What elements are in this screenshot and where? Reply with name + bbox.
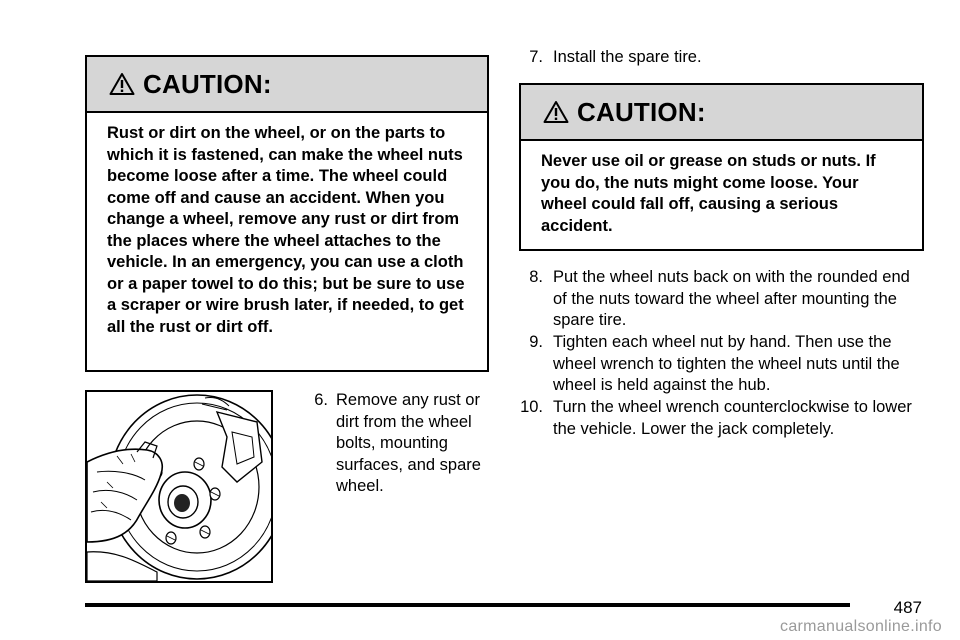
caution-box-oil-grease xyxy=(519,83,924,251)
step-number: 7. xyxy=(529,48,543,66)
wheel-hub-cleaning-illustration xyxy=(85,390,273,583)
step-text: Turn the wheel wrench counterclockwise to lower the vehicle. Lower the jack completely. xyxy=(553,398,912,438)
caution-text: Rust or dirt on the wheel, or on the parts to which it is fastened, can make the wheel nuts become loose after a time. The wheel could come off and cause an accident. When you change a wheel, remove any rust or dirt from the places where the wheel attaches to the vehicle. In an emergency, you can use a cloth or a paper towel to do this; but be sure to use a scraper or wire brush later, if needed, to get all the rust or dirt off. xyxy=(107,124,465,336)
step-text: Install the spare tire. xyxy=(553,48,702,66)
watermark: carmanualsonline.info xyxy=(780,618,942,635)
step-number: 8. xyxy=(529,268,543,286)
footer-rule xyxy=(85,603,850,607)
caution-title: CAUTION: xyxy=(143,68,272,99)
caution-title: CAUTION: xyxy=(577,96,706,127)
step-number: 9. xyxy=(529,333,543,351)
warning-triangle-icon xyxy=(109,72,135,96)
step-number: 6. xyxy=(314,391,328,409)
step-text: Put the wheel nuts back on with the rounded end of the nuts toward the wheel after mounting the spare tire. xyxy=(553,268,910,329)
hub-cleaning-drawing xyxy=(87,392,271,581)
step-text: Tighten each wheel nut by hand. Then use the wheel wrench to tighten the wheel nuts until the wheel is held against the hub. xyxy=(553,333,900,394)
step-text: Remove any rust or dirt from the wheel bolts, mounting surfaces, and spare wheel. xyxy=(336,391,481,495)
caution-header xyxy=(87,57,487,113)
warning-triangle-icon xyxy=(543,100,569,124)
caution-text: Never use oil or grease on studs or nuts. If you do, the nuts might come loose. Your wheel could fall off, causing a serious accident. xyxy=(541,152,876,235)
step-number: 10. xyxy=(520,398,543,416)
caution-box-wheel-rust xyxy=(85,55,489,372)
caution-header xyxy=(521,85,922,141)
page-number: 487 xyxy=(893,598,922,617)
